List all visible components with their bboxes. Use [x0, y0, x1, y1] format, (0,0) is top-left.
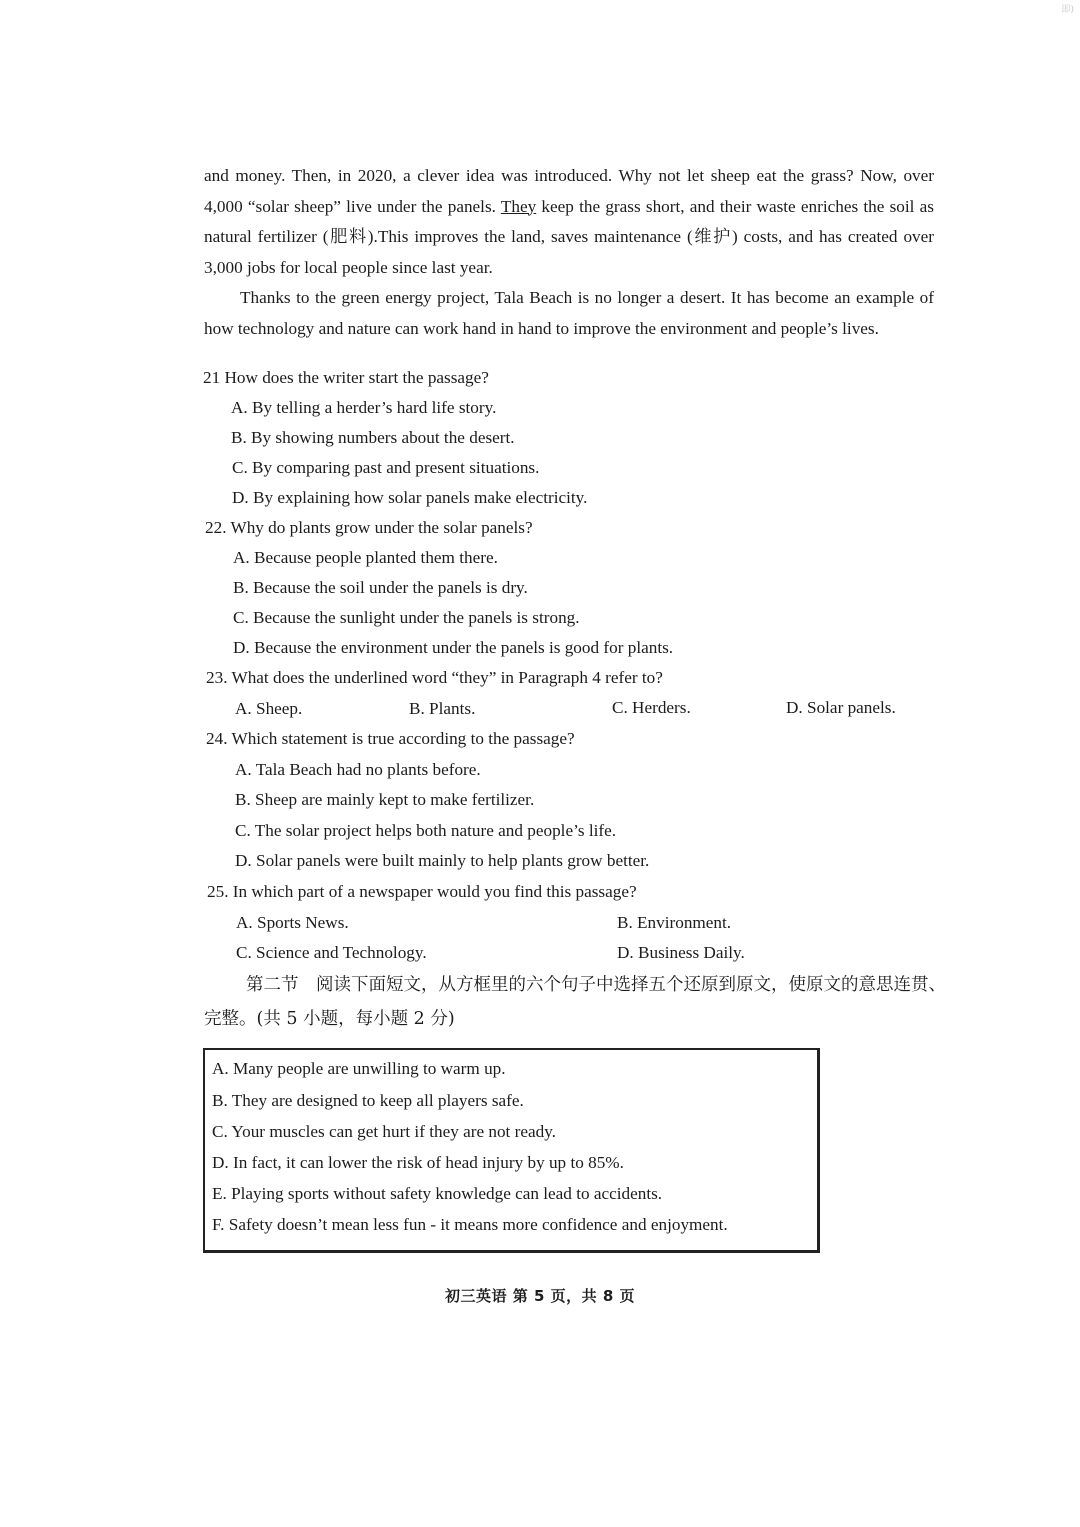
question-option: A. Tala Beach had no plants before.	[235, 760, 481, 779]
question-stem: 23. What does the underlined word “they” in Paragraph 4 refer to?	[206, 668, 663, 687]
question-option: A. Sports News.	[236, 913, 349, 932]
question-option: C. Science and Technology.	[236, 943, 427, 962]
box-option: B. They are designed to keep all players safe.	[212, 1091, 524, 1110]
question-option: C. The solar project helps both nature and people’s life.	[235, 821, 617, 840]
page-footer: 初三英语 第 5 页，共 8 页	[445, 1287, 635, 1305]
question-option: B. Environment.	[617, 913, 732, 932]
passage-text: and money. Then, in 2020, a clever idea was introduced. Why not let sheep eat the grass? Now, over 4,000 “solar sheep” live under the panels.	[204, 166, 934, 216]
question-option: C. By comparing past and present situations.	[232, 458, 540, 477]
passage-paragraph-1	[204, 161, 934, 283]
question-option: B. Sheep are mainly kept to make fertilizer.	[235, 790, 535, 809]
question-option: D. Business Daily.	[617, 943, 745, 962]
question-stem: 25. In which part of a newspaper would you find this passage?	[207, 882, 637, 901]
question-option: D. Because the environment under the panels is good for plants.	[233, 638, 674, 657]
question-option: A. Sheep.	[235, 699, 303, 718]
section-2-heading: 第二节 阅读下面短文，从方框里的六个句子中选择五个还原到原文，使原文的意思连贯、完整。(共 5 小题，每小题 2 分)	[204, 975, 946, 1029]
options-box	[203, 1048, 820, 1253]
question-option: B. Plants.	[409, 699, 476, 718]
question-stem: 24. Which statement is true according to the passage?	[206, 729, 575, 748]
box-option: D. In fact, it can lower the risk of head injury by up to 85%.	[212, 1153, 624, 1172]
question-option: B. Because the soil under the panels is dry.	[233, 578, 528, 597]
box-option: A. Many people are unwilling to warm up.	[212, 1059, 506, 1078]
question-option: A. By telling a herder’s hard life story.	[231, 398, 497, 417]
question-option: D. Solar panels were built mainly to help plants grow better.	[235, 851, 650, 870]
question-option: D. Solar panels.	[786, 698, 896, 717]
passage-text: keep the grass short, and their waste enriches the soil as natural fertilizer (肥料).This improves the land, saves maintenance (维护) costs, and has created over 3,000 jobs for local people since last year.	[204, 196, 934, 277]
box-option: C. Your muscles can get hurt if they are not ready.	[212, 1122, 556, 1141]
question-option: D. By explaining how solar panels make electricity.	[232, 488, 588, 507]
question-stem: 21 How does the writer start the passage?	[203, 368, 489, 387]
question-option: C. Herders.	[612, 698, 691, 717]
question-stem: 22. Why do plants grow under the solar panels?	[205, 518, 533, 537]
question-option: B. By showing numbers about the desert.	[231, 428, 515, 447]
corner-mark: 即)	[1061, 5, 1074, 15]
question-option: A. Because people planted them there.	[233, 548, 498, 567]
box-option: E. Playing sports without safety knowledge can lead to accidents.	[212, 1184, 663, 1203]
passage-paragraph-2: Thanks to the green energy project, Tala Beach is no longer a desert. It has become an example of how technology and nature can work hand in hand to improve the environment and people’s lives.	[204, 288, 934, 338]
box-option: F. Safety doesn’t mean less fun - it means more confidence and enjoyment.	[212, 1215, 728, 1234]
question-option: C. Because the sunlight under the panels is strong.	[233, 608, 580, 627]
underlined-word: They	[500, 196, 537, 216]
